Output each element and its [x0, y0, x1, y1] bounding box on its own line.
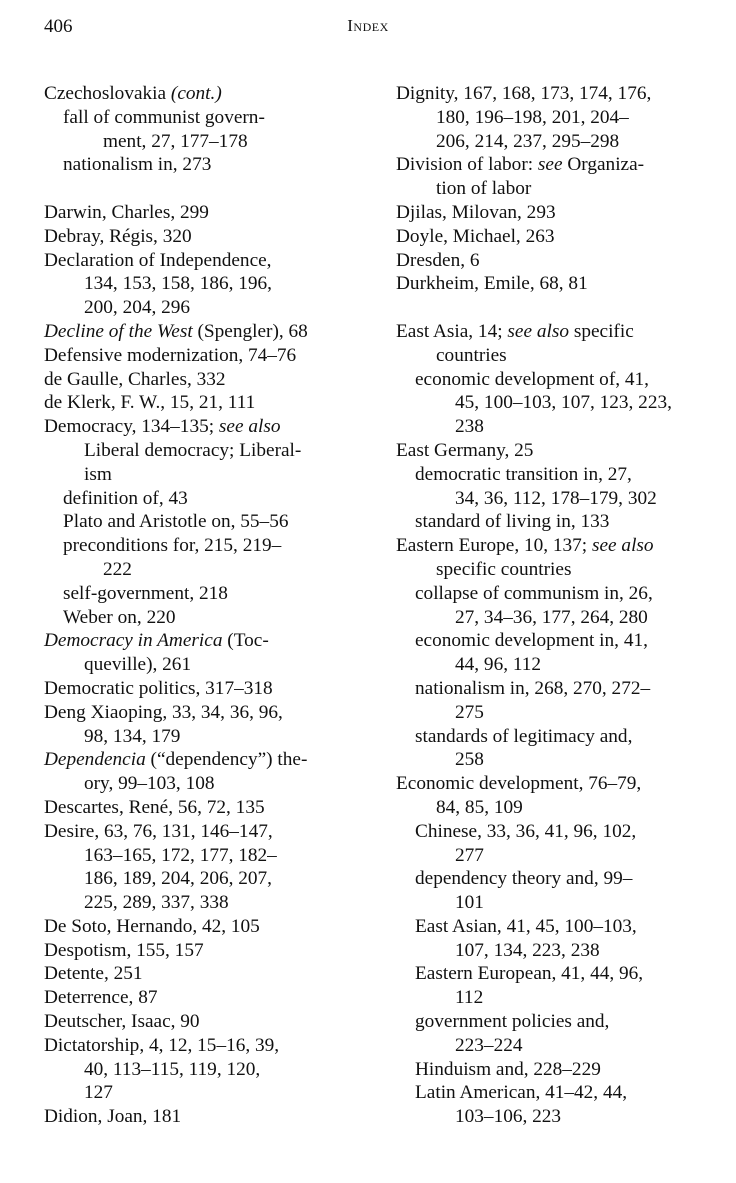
index-column-right	[396, 82, 716, 1129]
index-entry	[396, 153, 716, 201]
entry-line: self-government, 218	[63, 582, 228, 604]
entry-line: Hinduism and, 228–229	[415, 1058, 601, 1080]
index-subentry	[396, 962, 716, 1010]
entry-line: Durkheim, Emile, 68, 81	[396, 273, 588, 295]
entry-line: Chinese, 33, 36, 41, 96, 102,	[415, 820, 637, 842]
index-entry	[396, 439, 716, 463]
entry-line: Decline of the West (Spengler), 68	[44, 320, 308, 342]
index-subentry	[396, 725, 716, 773]
index-subentry	[396, 463, 716, 511]
entry-line: Weber on, 220	[63, 606, 176, 628]
index-entry	[396, 772, 716, 820]
entry-line: countries	[436, 344, 507, 366]
index-entry	[44, 201, 374, 225]
entry-line: Desire, 63, 76, 131, 146–147,	[44, 820, 273, 842]
entry-line: 186, 189, 204, 206, 207,	[84, 868, 272, 890]
entry-line: tion of labor	[436, 178, 532, 200]
entry-line: Democracy in America (Toc-	[44, 630, 269, 652]
running-head: Index	[347, 16, 389, 35]
index-subentry	[396, 820, 716, 868]
entry-line: Economic development, 76–79,	[396, 773, 642, 795]
index-entry	[44, 986, 374, 1010]
entry-line: 277	[455, 844, 484, 866]
entry-line: 200, 204, 296	[84, 297, 191, 319]
index-subentry	[44, 106, 374, 154]
entry-line: Descartes, René, 56, 72, 135	[44, 796, 265, 818]
index-subentry	[396, 1081, 716, 1129]
entry-line: 163–165, 172, 177, 182–	[84, 844, 277, 866]
entry-line: ment, 27, 177–178	[103, 130, 248, 152]
entry-line: specific countries	[436, 558, 572, 580]
entry-line: 275	[455, 701, 484, 723]
entry-line: nationalism in, 268, 270, 272–	[415, 677, 651, 699]
entry-line: Didion, Joan, 181	[44, 1106, 182, 1128]
index-entry	[44, 368, 374, 392]
entry-line: Defensive modernization, 74–76	[44, 344, 297, 366]
entry-line: dependency theory and, 99–	[415, 868, 633, 890]
index-entry	[44, 1010, 374, 1034]
entry-line: 45, 100–103, 107, 123, 223,	[455, 392, 672, 414]
entry-line: Deterrence, 87	[44, 987, 158, 1009]
entry-line: queville), 261	[84, 654, 192, 676]
entry-line: 101	[455, 892, 484, 914]
page-header	[0, 16, 736, 42]
index-entry	[44, 82, 374, 106]
index-subentry	[396, 867, 716, 915]
entry-line: Dictatorship, 4, 12, 15–16, 39,	[44, 1034, 280, 1056]
entry-line: 112	[455, 987, 484, 1009]
index-column-left	[44, 82, 374, 1129]
entry-line: Doyle, Michael, 263	[396, 225, 555, 247]
entry-line: Eastern European, 41, 44, 96,	[415, 963, 644, 985]
entry-line: Division of labor: see Organiza-	[396, 154, 645, 176]
index-entry	[44, 320, 374, 344]
entry-line: East Germany, 25	[396, 439, 534, 461]
entry-line: 258	[455, 749, 484, 771]
entry-line: De Soto, Hernando, 42, 105	[44, 915, 260, 937]
index-subentry	[44, 582, 374, 606]
entry-line: collapse of communism in, 26,	[415, 582, 653, 604]
entry-line: Democracy, 134–135; see also	[44, 416, 281, 438]
entry-line: Dependencia (“dependency”) the-	[44, 749, 308, 771]
index-entry	[396, 320, 716, 368]
index-entry	[44, 939, 374, 963]
index-subentry	[44, 487, 374, 511]
entry-line: de Klerk, F. W., 15, 21, 111	[44, 392, 256, 414]
index-entry	[44, 820, 374, 915]
entry-line: 180, 196–198, 201, 204–	[436, 106, 629, 128]
entry-line: government policies and,	[415, 1011, 610, 1033]
entry-line: Debray, Régis, 320	[44, 225, 192, 247]
entry-line: 225, 289, 337, 338	[84, 892, 229, 914]
entry-spacer	[44, 177, 374, 201]
index-entry	[44, 677, 374, 701]
entry-line: democratic transition in, 27,	[415, 463, 632, 485]
index-entry	[396, 225, 716, 249]
index-subentry	[396, 368, 716, 439]
entry-line: 206, 214, 237, 295–298	[436, 130, 620, 152]
entry-line: de Gaulle, Charles, 332	[44, 368, 226, 390]
entry-line: Deng Xiaoping, 33, 34, 36, 96,	[44, 701, 283, 723]
entry-line: Djilas, Milovan, 293	[396, 201, 556, 223]
entry-line: East Asian, 41, 45, 100–103,	[415, 915, 637, 937]
index-subentry	[44, 534, 374, 582]
index-entry	[44, 249, 374, 320]
index-subentry	[396, 677, 716, 725]
index-subentry	[396, 1058, 716, 1082]
index-subentry	[396, 915, 716, 963]
entry-line: Dignity, 167, 168, 173, 174, 176,	[396, 83, 652, 104]
entry-line: Eastern Europe, 10, 137; see also	[396, 535, 654, 557]
page-number: 406	[44, 16, 73, 37]
index-entry	[44, 915, 374, 939]
entry-line: 238	[455, 416, 484, 438]
entry-line: 223–224	[455, 1034, 523, 1056]
index-entry	[44, 701, 374, 749]
entry-line: economic development of, 41,	[415, 368, 649, 390]
entry-line: 107, 134, 223, 238	[455, 939, 600, 961]
entry-line: 27, 34–36, 177, 264, 280	[455, 606, 648, 628]
entry-spacer	[396, 296, 716, 320]
entry-line: 34, 36, 112, 178–179, 302	[455, 487, 657, 509]
index-subentry	[396, 629, 716, 677]
index-entry	[44, 391, 374, 415]
entry-line: Liberal democracy; Liberal-	[84, 439, 302, 461]
index-subentry	[396, 510, 716, 534]
index-subentry	[44, 510, 374, 534]
entry-line: standards of legitimacy and,	[415, 725, 633, 747]
entry-line: 84, 85, 109	[436, 796, 523, 818]
entry-line: 222	[103, 558, 132, 580]
index-entry	[396, 82, 716, 153]
entry-line: fall of communist govern-	[63, 106, 265, 128]
entry-line: preconditions for, 215, 219–	[63, 535, 282, 557]
index-subentry	[44, 606, 374, 630]
index-subentry	[44, 153, 374, 177]
index-entry	[44, 962, 374, 986]
entry-line: definition of, 43	[63, 487, 188, 509]
entry-line: Latin American, 41–42, 44,	[415, 1082, 628, 1104]
entry-line: East Asia, 14; see also specific	[396, 320, 634, 342]
entry-line: Detente, 251	[44, 963, 143, 985]
entry-line: nationalism in, 273	[63, 154, 212, 176]
entry-line: 98, 134, 179	[84, 725, 181, 747]
index-entry	[396, 201, 716, 225]
index-entry	[44, 748, 374, 796]
index-entry	[44, 225, 374, 249]
index-entry	[44, 629, 374, 677]
index-entry	[396, 249, 716, 273]
entry-line: ory, 99–103, 108	[84, 773, 215, 795]
index-entry	[44, 1034, 374, 1105]
entry-line: Declaration of Independence,	[44, 249, 272, 271]
entry-line: Deutscher, Isaac, 90	[44, 1011, 200, 1033]
entry-line: Despotism, 155, 157	[44, 939, 204, 961]
entry-line: Democratic politics, 317–318	[44, 677, 273, 699]
entry-line: 40, 113–115, 119, 120,	[84, 1058, 261, 1080]
index-entry	[44, 1105, 374, 1129]
index-entry	[44, 415, 374, 486]
index-entry	[396, 272, 716, 296]
entry-line: ism	[84, 463, 112, 485]
entry-line: Dresden, 6	[396, 249, 480, 271]
entry-line: Czechoslovakia (cont.)	[44, 83, 222, 104]
entry-line: 127	[84, 1082, 113, 1104]
entry-line: Darwin, Charles, 299	[44, 201, 209, 223]
entry-line: 103–106, 223	[455, 1106, 562, 1128]
index-subentry	[396, 1010, 716, 1058]
entry-line: economic development in, 41,	[415, 630, 648, 652]
index-entry	[44, 796, 374, 820]
entry-line: 44, 96, 112	[455, 654, 542, 676]
index-entry	[396, 534, 716, 582]
index-subentry	[396, 582, 716, 630]
entry-line: standard of living in, 133	[415, 511, 610, 533]
index-entry	[44, 344, 374, 368]
entry-line: Plato and Aristotle on, 55–56	[63, 511, 289, 533]
entry-line: 134, 153, 158, 186, 196,	[84, 273, 272, 295]
